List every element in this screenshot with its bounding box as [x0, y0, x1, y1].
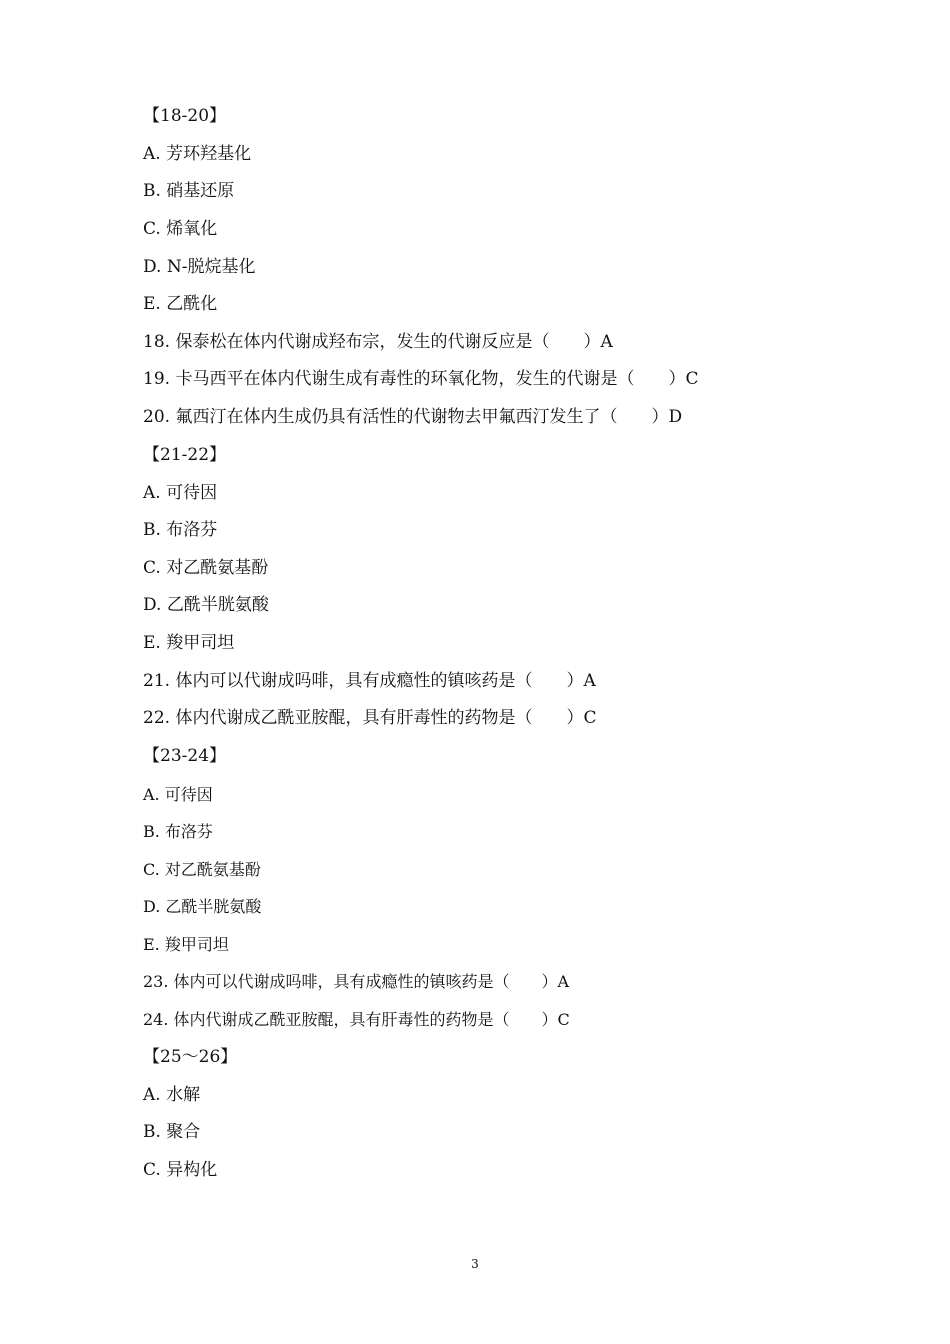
option-c: C. 对乙酰氨基酚: [143, 558, 269, 578]
group-heading-23-24: 【23-24】: [143, 746, 227, 766]
option-d: D. 乙酰半胱氨酸: [143, 595, 269, 615]
option-a: A. 可待因: [143, 483, 218, 503]
option-c: C. 异构化: [143, 1160, 218, 1180]
option-b: B. 布洛芬: [143, 822, 213, 841]
option-c: C. 烯氧化: [143, 219, 218, 239]
option-e: E. 羧甲司坦: [143, 935, 229, 954]
option-d: D. N-脱烷基化: [143, 257, 256, 277]
option-e: E. 乙酰化: [143, 294, 218, 314]
option-b: B. 硝基还原: [143, 181, 235, 201]
option-b: B. 布洛芬: [143, 520, 218, 540]
question-18: 18. 保泰松在体内代谢成羟布宗，发生的代谢反应是（ ）A: [143, 332, 613, 352]
question-22: 22. 体内代谢成乙酰亚胺醌，具有肝毒性的药物是（ ）C: [143, 708, 597, 728]
question-21: 21. 体内可以代谢成吗啡，具有成瘾性的镇咳药是（ ）A: [143, 671, 596, 691]
question-24: 24. 体内代谢成乙酰亚胺醌，具有肝毒性的药物是（ ）C: [143, 1010, 570, 1029]
option-a: A. 水解: [143, 1085, 201, 1105]
group-heading-21-22: 【21-22】: [143, 445, 227, 465]
option-c: C. 对乙酰氨基酚: [143, 860, 261, 879]
option-d: D. 乙酰半胱氨酸: [143, 897, 262, 916]
question-19: 19. 卡马西平在体内代谢生成有毒性的环氧化物，发生的代谢是（ ）C: [143, 369, 699, 389]
question-20: 20. 氟西汀在体内生成仍具有活性的代谢物去甲氟西汀发生了（ ）D: [143, 407, 683, 427]
question-23: 23. 体内可以代谢成吗啡，具有成瘾性的镇咳药是（ ）A: [143, 972, 570, 991]
option-e: E. 羧甲司坦: [143, 633, 235, 653]
group-heading-18-20: 【18-20】: [143, 106, 227, 126]
page-number: 3: [471, 1257, 479, 1271]
option-a: A. 可待因: [143, 785, 213, 804]
group-heading-25-26: 【25～26】: [143, 1047, 238, 1067]
option-a: A. 芳环羟基化: [143, 144, 252, 164]
option-b: B. 聚合: [143, 1122, 201, 1142]
